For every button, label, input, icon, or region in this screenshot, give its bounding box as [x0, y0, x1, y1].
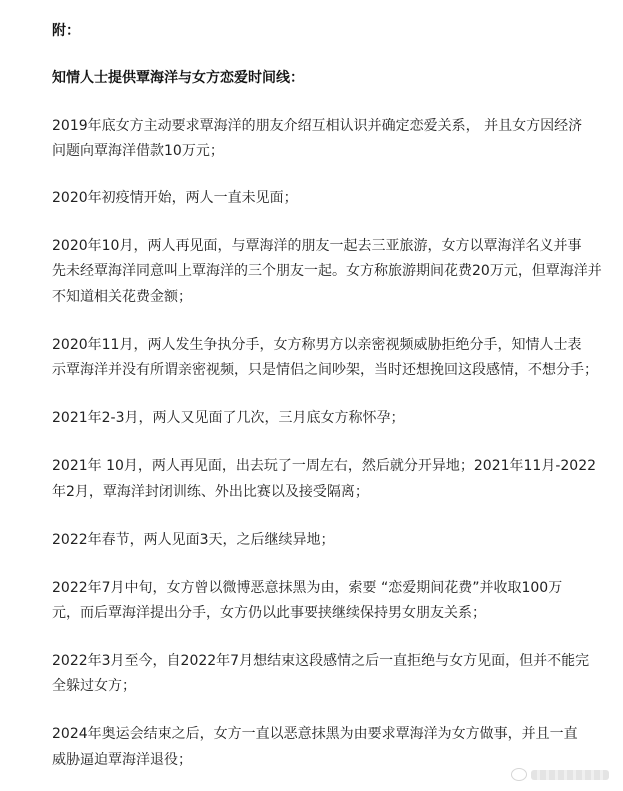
paragraph-line: 示覃海洋并没有所谓亲密视频，只是情侣之间吵架，当时还想挽回这段感情，不想分手；	[52, 362, 598, 378]
paragraph-line: 元，而后覃海洋提出分手，女方仍以此事要挟继续保持男女朋友关系；	[52, 605, 486, 621]
paragraph-line: 2022年3月至今，自2022年7月想结束这段感情之后一直拒绝与女方见面，但并不能完	[52, 653, 590, 669]
weibo-logo-icon	[511, 768, 527, 781]
paragraph-line: 2021年 10月，两人再见面，出去玩了一周左右，然后就分开异地；2021年11月-2022	[52, 458, 597, 474]
paragraph-line: 2024年奥运会结束之后，女方一直以恶意抹黑为由要求覃海洋为女方做事，并且一直	[52, 726, 578, 742]
appendix-heading: 附：	[52, 23, 80, 39]
timeline-title: 知情人士提供覃海洋与女方恋爱时间线：	[52, 70, 304, 86]
paragraph-line: 2020年初疫情开始，两人一直未见面；	[52, 190, 298, 206]
paragraph-line: 2019年底女方主动要求覃海洋的朋友介绍互相认识并确定恋爱关系， 并且女方因经济	[52, 118, 583, 134]
watermark-blurred-handle	[531, 770, 609, 780]
paragraph-line: 2021年2-3月，两人又见面了几次，三月底女方称怀孕；	[52, 410, 405, 426]
paragraph-line: 问题向覃海洋借款10万元；	[52, 143, 224, 159]
paragraph-line: 2020年10月，两人再见面，与覃海洋的朋友一起去三亚旅游，女方以覃海洋名义并事	[52, 238, 582, 254]
paragraph-line: 年2月，覃海洋封闭训练、外出比赛以及接受隔离；	[52, 484, 369, 500]
paragraph-line: 2022年春节，两人见面3天，之后继续异地；	[52, 532, 335, 548]
paragraph-line: 全躲过女方；	[52, 678, 136, 694]
paragraph-line: 先未经覃海洋同意叫上覃海洋的三个朋友一起。女方称旅游期间花费20万元，但覃海洋并	[52, 263, 602, 279]
paragraph-line: 2020年11月，两人发生争执分手，女方称男方以亲密视频威胁拒绝分手，知情人士表	[52, 337, 582, 353]
paragraph-line: 2022年7月中旬，女方曾以微博恶意抹黑为由，索要 “恋爱期间花费”并收取100万	[52, 580, 563, 596]
watermark	[511, 768, 609, 781]
paragraph-line: 不知道相关花费金额；	[52, 289, 192, 305]
paragraph-line: 威胁逼迫覃海洋退役；	[52, 752, 192, 768]
